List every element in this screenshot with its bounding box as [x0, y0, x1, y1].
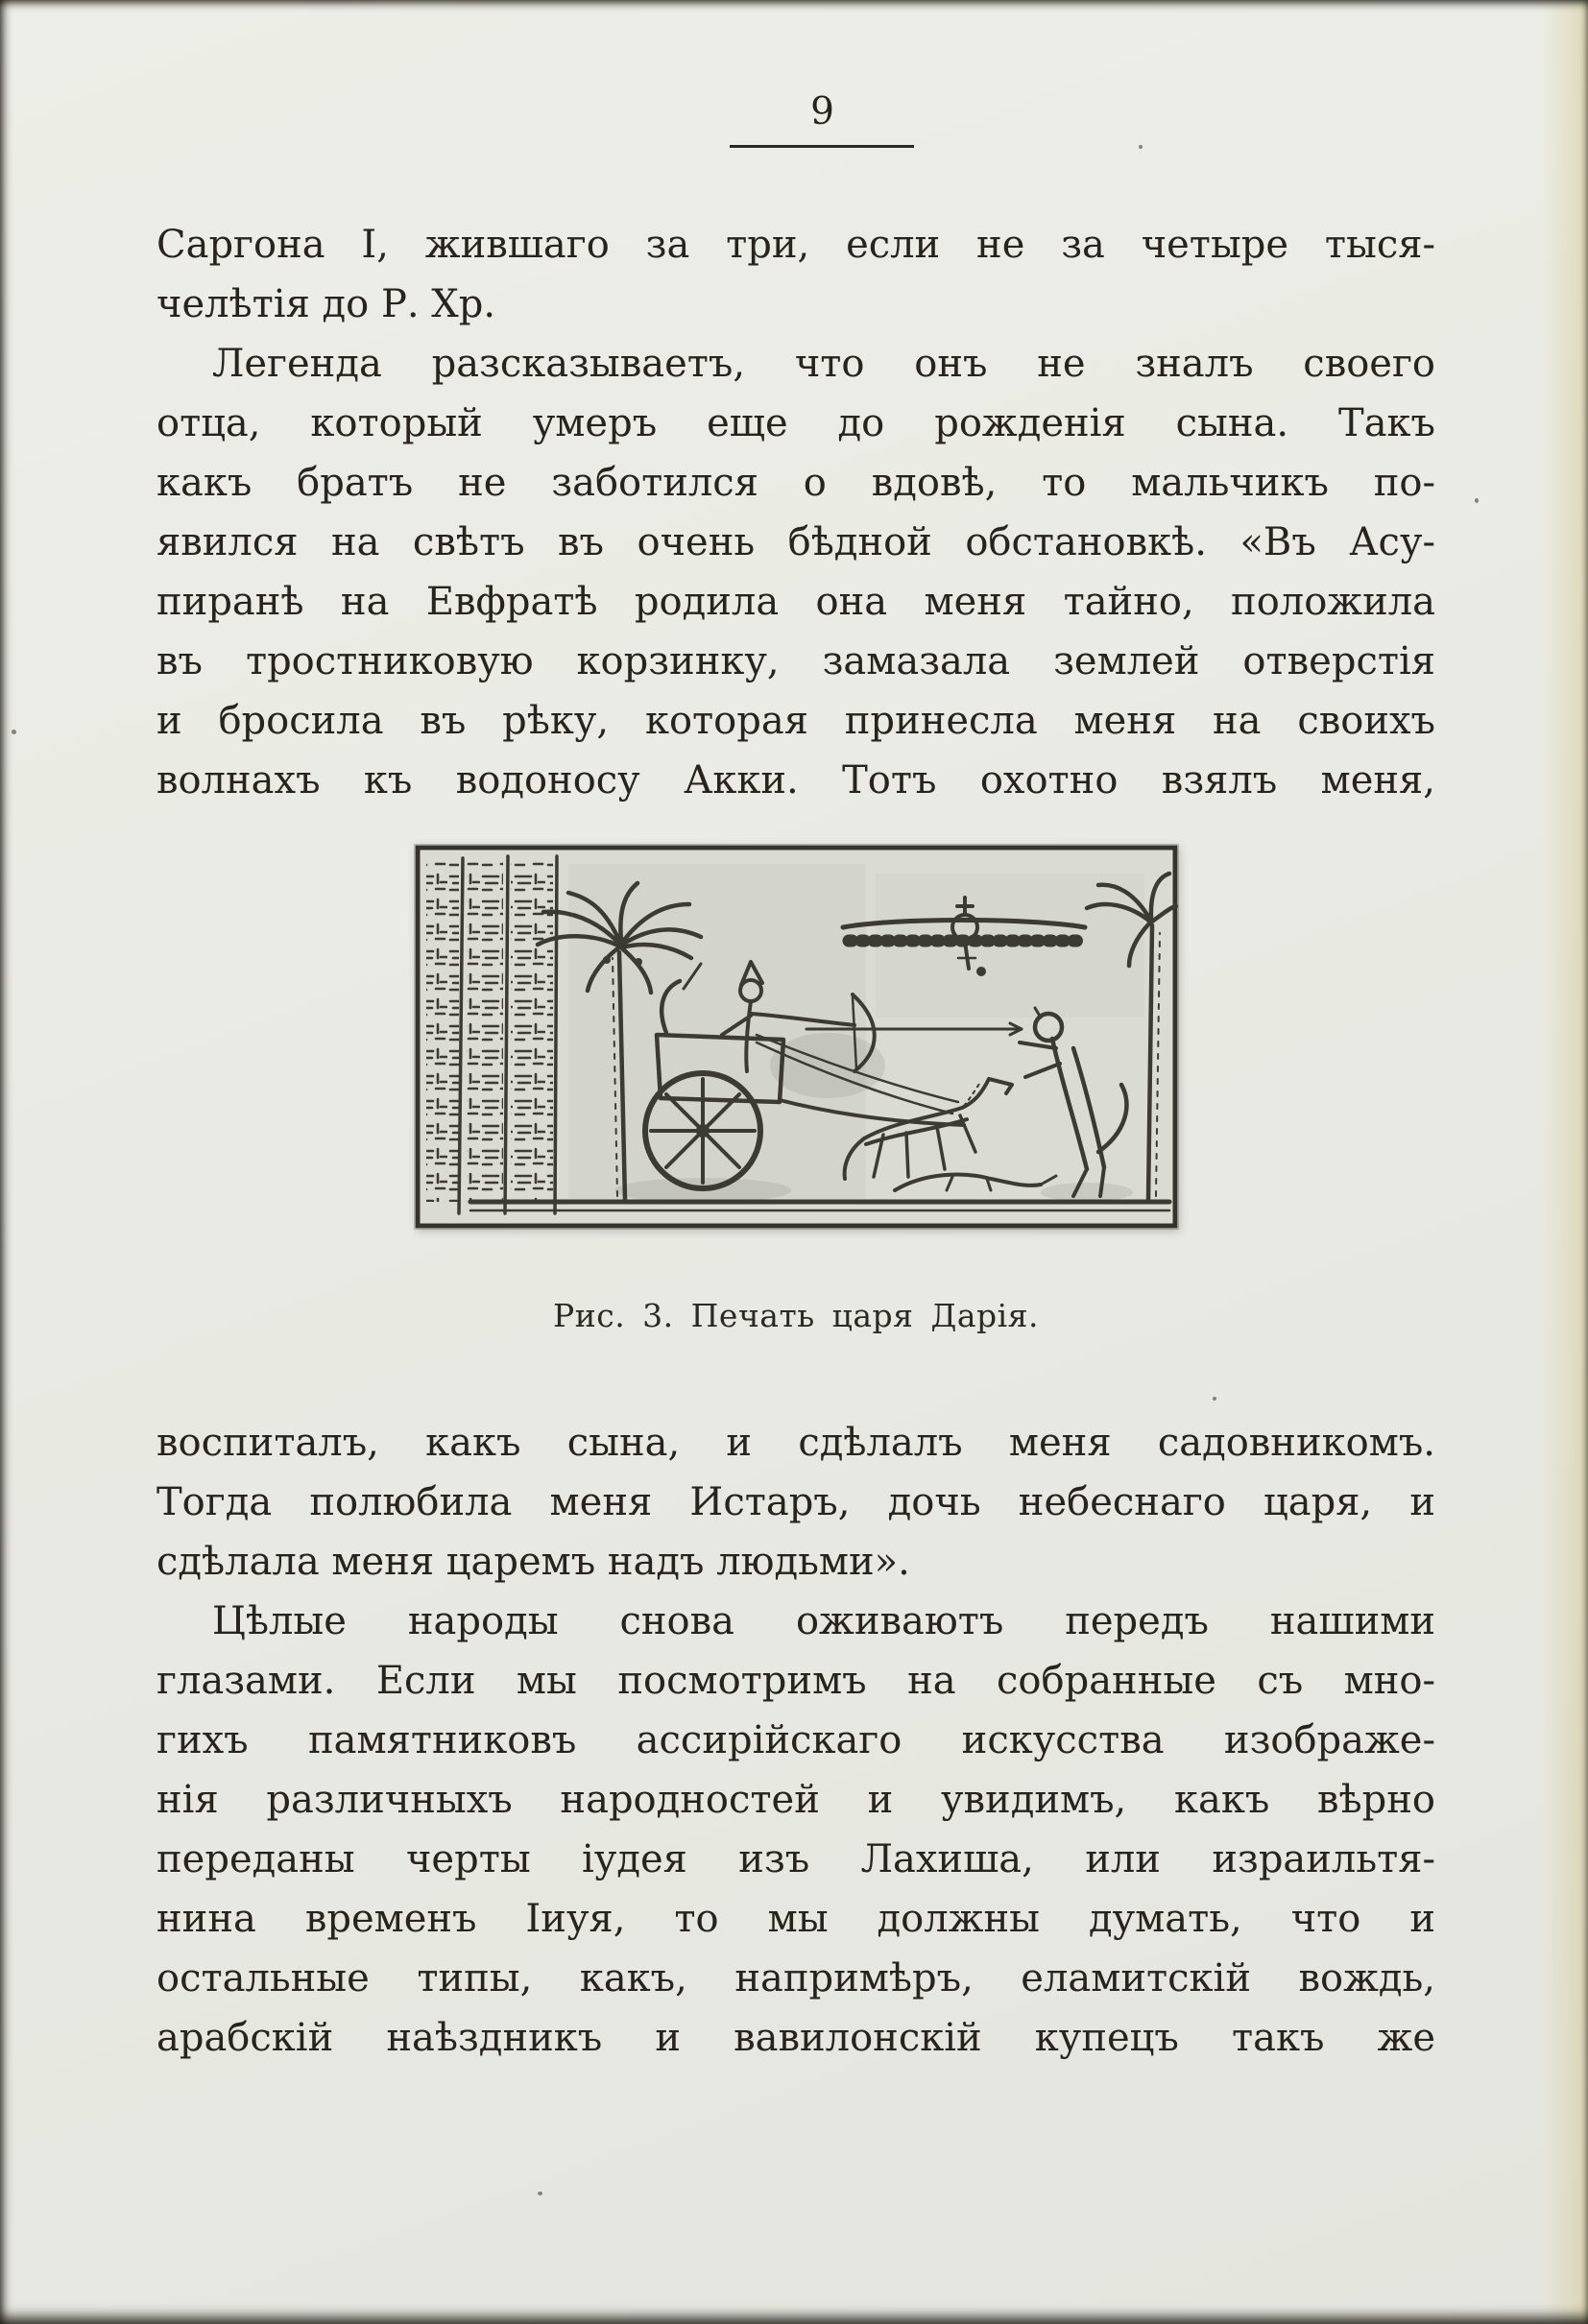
text-line: гихъ памятниковъ ассирійскаго искусства изображе- [156, 1718, 1435, 1762]
body-text [156, 215, 1435, 2068]
text-line: отца, который умеръ еще до рожденія сына. Такъ [156, 401, 1435, 445]
seal-of-darius-engraving [415, 845, 1178, 1229]
page-number-rule [730, 145, 914, 148]
paragraph [156, 1413, 1435, 1592]
text-line: арабскій наѣздникъ и вавилонскій купецъ такъ же [156, 2016, 1435, 2060]
dust-speck [1139, 145, 1143, 149]
dust-speck [538, 2192, 542, 2195]
dust-speck [1475, 498, 1479, 503]
dust-speck [12, 730, 16, 734]
text-line: пиранѣ на Евфратѣ родила она меня тайно, положила [156, 580, 1435, 624]
right-edge-yellow-tint [1542, 0, 1588, 2324]
text-line: сдѣлала меня царемъ надъ людьми». [156, 1540, 910, 1584]
text-line: явился на свѣтъ въ очень бѣдной обстановкѣ. «Въ Асу- [156, 520, 1435, 564]
text-line: нина временъ Іиуя, то мы должны думать, что и [156, 1897, 1435, 1941]
cuneiform-inscription-panel [426, 856, 557, 1213]
paragraph [156, 1592, 1435, 2068]
text-line: глазами. Если мы посмотримъ на собранные съ мно- [156, 1659, 1435, 1703]
paragraph [156, 215, 1435, 334]
paragraph [156, 334, 1435, 810]
text-line: какъ братъ не заботился о вдовѣ, то мальчикъ по- [156, 461, 1435, 505]
text-line: Цѣлые народы снова оживаютъ передъ нашими [212, 1599, 1435, 1643]
text-line: Тогда полюбила меня Истаръ, дочь небеснаго царя, и [156, 1480, 1435, 1524]
text-line: остальные типы, какъ, напримѣръ, еламитскій вождь, [156, 1956, 1435, 2001]
text-line: переданы черты іудея изъ Лахиша, или израильтя- [156, 1837, 1435, 1881]
text-line: Легенда разсказываетъ, что онъ не зналъ своего [212, 342, 1435, 386]
text-line: и бросила въ рѣку, которая принесла меня на своихъ [156, 699, 1435, 743]
text-line: воспиталъ, какъ сына, и сдѣлалъ меня садовникомъ. [156, 1421, 1435, 1465]
text-line: челѣтія до Р. Хр. [156, 282, 496, 326]
text-line: въ тростниковую корзинку, замазала землей отверстія [156, 639, 1435, 683]
page-number: 9 [810, 90, 835, 133]
text-line: волнахъ къ водоносу Акки. Тотъ охотно взялъ меня, [156, 758, 1435, 803]
text-line: Саргона I, жившаго за три, если не за четыре тыся- [156, 223, 1435, 267]
text-line: нія различныхъ народностей и увидимъ, какъ вѣрно [156, 1778, 1435, 1822]
figure-caption: Рис. 3. Печать царя Дарія. [553, 1297, 1039, 1334]
figure [156, 845, 1435, 1346]
